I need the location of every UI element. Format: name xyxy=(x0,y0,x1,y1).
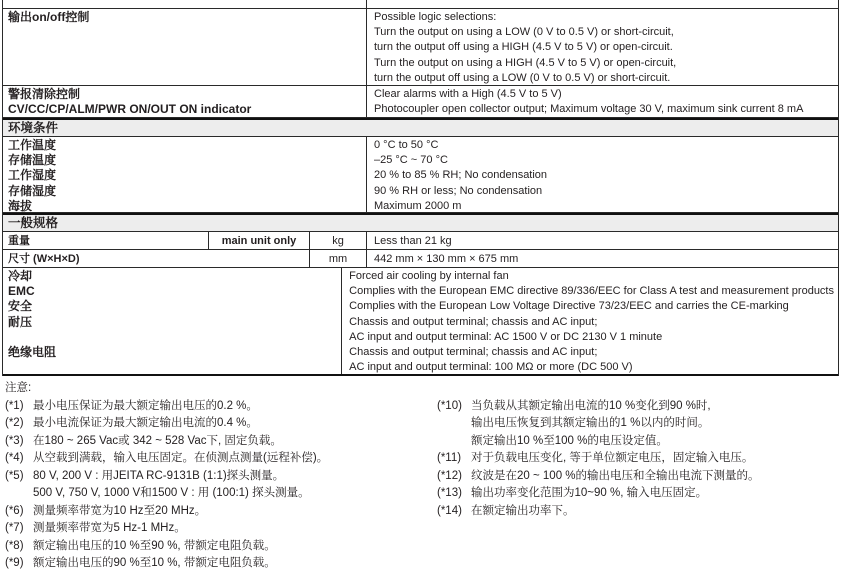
table-row-weight xyxy=(3,232,838,250)
footnote-text: 从空载到满载，输入电压固定。在侦测点测量(远程补偿)。 xyxy=(33,452,329,464)
general-value: Complies with the European EMC directive 89/336/EEC for Class A test and measurement products xyxy=(349,285,834,298)
output-control-line: turn the output off using a HIGH (4.5 V to 5 V) or open-circuit. xyxy=(374,41,673,54)
footnote xyxy=(5,555,437,573)
table-row-environment xyxy=(3,137,838,213)
env-value: 0 °C to 50 °C xyxy=(374,139,439,151)
general-label-spacer xyxy=(8,330,337,345)
footnote-text: 当负载从其额定输出电流的10 %变化到90 %时, xyxy=(471,399,711,412)
footnotes-columns xyxy=(5,398,841,573)
footnote-label: (*3) xyxy=(5,434,24,447)
footnote-text: 80 V, 200 V : 用JEITA RC-9131B (1:1)探头测量。 xyxy=(33,469,285,482)
dimensions-unit: mm xyxy=(310,250,367,267)
footnote-text: 最小电流保证为最大额定输出电流的0.4 %。 xyxy=(33,417,258,429)
table-row-output-control xyxy=(3,9,838,86)
table-row-clipped-top xyxy=(3,0,838,9)
footnote xyxy=(5,433,437,451)
general-label: 安全 xyxy=(8,299,33,314)
dimensions-value: 442 mm × 130 mm × 675 mm xyxy=(374,253,519,265)
table-row-dimensions xyxy=(3,250,838,268)
dimensions-label: 尺寸 (W×H×D) xyxy=(3,250,310,267)
alarm-clear-line: Photocoupler open collector output; Maximum voltage 30 V, maximum sink current 8 mA xyxy=(374,103,804,116)
footnote-text: 额定输出10 %至100 %的电压设定值。 xyxy=(471,434,668,447)
env-value: 90 % RH or less; No condensation xyxy=(374,184,543,197)
general-value: Chassis and output terminal; chassis and AC input; xyxy=(349,346,598,359)
footnote-text: 最小电压保证为最大额定输出电压的0.2 %。 xyxy=(33,399,258,412)
output-control-line: Turn the output on using a LOW (0 V to 0.5 V) or short-circuit, xyxy=(374,26,674,39)
general-value: AC input and output terminal: AC 1500 V or DC 2130 V 1 minute xyxy=(349,330,663,343)
footnote-label: (*7) xyxy=(5,522,24,534)
table-row-general-items xyxy=(3,268,838,376)
footnote xyxy=(5,503,437,521)
general-label: 耐压 xyxy=(8,314,33,329)
footnote xyxy=(5,538,437,556)
footnote-text: 输出功率变化范围为10~90 %, 输入电压固定。 xyxy=(471,487,708,499)
general-value: Chassis and output terminal; chassis and AC input; xyxy=(349,315,598,328)
footnote xyxy=(5,520,437,538)
footnote xyxy=(5,468,437,486)
section-header-environment: 环境条件 xyxy=(3,118,838,137)
weight-unit: kg xyxy=(310,232,367,249)
env-label: 海拔 xyxy=(8,198,33,213)
output-control-value-cell xyxy=(367,9,838,85)
alarm-clear-label-cell xyxy=(3,86,367,117)
table-row-alarm-clear xyxy=(3,86,838,118)
specification-table xyxy=(2,0,839,376)
footnote xyxy=(437,450,841,468)
footnote-label xyxy=(437,415,471,433)
footnote xyxy=(5,398,437,416)
footnote-text: 对于负载电压变化, 等于单位额定电压，固定输入电压。 xyxy=(471,452,754,464)
general-label-spacer xyxy=(8,360,337,375)
env-label: 工作温度 xyxy=(8,138,57,152)
footnote-label: (*10) xyxy=(437,399,462,412)
footnotes-column-right xyxy=(437,398,841,573)
footnote-label: (*1) xyxy=(5,399,24,412)
footnote xyxy=(437,503,841,521)
footnote-text: 500 V, 750 V, 1000 V和1500 V : 用 (100:1) 探头测量。 xyxy=(33,487,310,499)
env-value: Maximum 2000 m xyxy=(374,199,462,212)
weight-label: 重量 xyxy=(3,232,209,249)
general-value: Complies with the European Low Voltage Directive 73/23/EEC and carries the CE-marking xyxy=(349,300,789,313)
weight-qualifier: main unit only xyxy=(209,232,310,249)
footnote-text: 在额定输出功率下。 xyxy=(471,504,575,517)
footnote-continuation xyxy=(437,433,841,451)
footnote-label: (*8) xyxy=(5,539,24,552)
alarm-clear-label: 警报清除控制 xyxy=(8,87,81,101)
footnotes-section xyxy=(0,375,841,573)
footnote-label: (*9) xyxy=(5,557,24,569)
footnote-label: (*5) xyxy=(5,469,24,482)
output-control-label: 输出on/off控制 xyxy=(8,10,90,24)
footnote-label: (*11) xyxy=(437,452,462,464)
footnotes-column-left xyxy=(5,398,437,573)
env-value: –25 °C ~ 70 °C xyxy=(374,154,448,167)
footnote-label: (*12) xyxy=(437,469,462,482)
footnote xyxy=(5,450,437,468)
footnote xyxy=(437,398,841,416)
environment-label-cell xyxy=(3,137,367,212)
weight-value: Less than 21 kg xyxy=(374,235,452,247)
indicator-label: CV/CC/CP/ALM/PWR ON/OUT ON indicator xyxy=(8,102,252,117)
footnote-label: (*14) xyxy=(437,504,462,517)
footnote-text: 在180 ~ 265 Vac或 342 ~ 528 Vac下, 固定负载。 xyxy=(33,434,282,447)
env-label: 存储湿度 xyxy=(8,183,57,198)
environment-value-cell xyxy=(367,137,838,212)
footnote-continuation xyxy=(437,415,841,433)
env-label: 存储温度 xyxy=(8,153,57,168)
output-control-line: turn the output off using a LOW (0 V to 0.5 V) or short-circuit. xyxy=(374,71,671,84)
footnote-text: 输出电压恢复到其额定输出的1 %以内的时间。 xyxy=(471,417,710,429)
footnote-text: 纹波是在20 ~ 100 %的输出电压和全输出电流下测量的。 xyxy=(471,469,760,482)
clipped-cell-right xyxy=(367,0,838,8)
footnotes-heading: 注意: xyxy=(5,382,32,394)
alarm-clear-line: Clear alarms with a High (4.5 V to 5 V) xyxy=(374,88,562,100)
footnote-label: (*13) xyxy=(437,487,462,499)
alarm-clear-value-cell xyxy=(367,86,838,117)
footnote-text: 额定输出电压的90 %至10 %, 带额定电阻负载。 xyxy=(33,557,276,569)
general-label: 绝缘电阻 xyxy=(8,345,57,359)
general-value: Forced air cooling by internal fan xyxy=(349,270,509,282)
general-value: AC input and output terminal: 100 MΩ or more (DC 500 V) xyxy=(349,361,633,374)
output-control-line: Turn the output on using a HIGH (4.5 V to 5 V) or open-circuit, xyxy=(374,56,677,69)
env-label: 工作湿度 xyxy=(8,168,57,183)
footnote-label: (*4) xyxy=(5,452,24,464)
footnote-continuation xyxy=(5,485,437,503)
env-value: 20 % to 85 % RH; No condensation xyxy=(374,169,548,182)
general-label-cell xyxy=(3,268,342,374)
footnote-label: (*2) xyxy=(5,417,24,429)
general-label: EMC xyxy=(8,284,35,299)
footnote xyxy=(5,415,437,433)
output-control-line: Possible logic selections: xyxy=(374,11,497,23)
general-label: 冷却 xyxy=(8,269,33,283)
footnote-text: 测量频率带宽为5 Hz-1 MHz。 xyxy=(33,522,186,534)
section-header-general-specs: 一般规格 xyxy=(3,213,838,232)
footnote-label xyxy=(437,433,471,451)
footnote xyxy=(437,485,841,503)
output-control-label-cell xyxy=(3,9,367,85)
footnote-label: (*6) xyxy=(5,504,24,517)
footnote-label xyxy=(5,485,33,503)
footnote-text: 额定输出电压的10 %至90 %, 带额定电阻负载。 xyxy=(33,539,276,552)
general-value-cell xyxy=(342,268,838,374)
footnote-text: 测量频率带宽为10 Hz至20 MHz。 xyxy=(33,504,207,517)
footnote xyxy=(437,468,841,486)
clipped-cell-left xyxy=(3,0,367,8)
